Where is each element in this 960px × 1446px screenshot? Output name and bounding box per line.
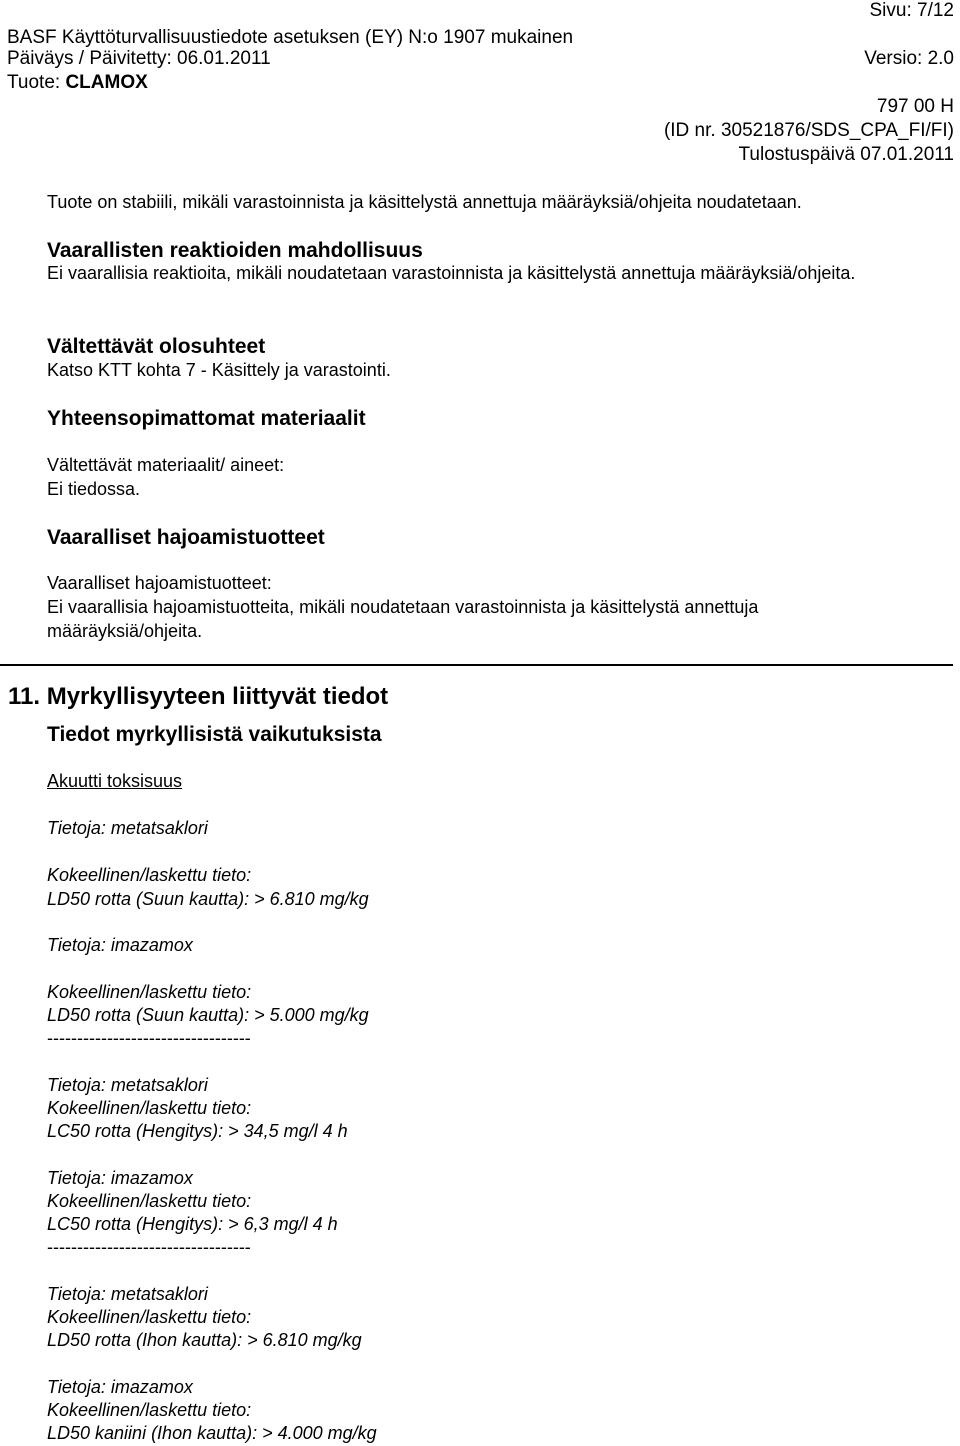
product-name: CLAMOX bbox=[65, 72, 148, 93]
acute-toxicity-label: Akuutti toksisuus bbox=[47, 771, 183, 791]
stability-text: Tuote on stabiili, mikäli varastoinnista ja käsittelystä annettuja määräyksiä/ohjeita noudatetaan. bbox=[47, 192, 802, 212]
entry-substance: Tietoja: metatsaklori bbox=[47, 1075, 208, 1095]
product-line bbox=[7, 73, 148, 92]
print-date: Tulostuspäivä 07.01.2011 bbox=[738, 144, 954, 165]
decomposition-text-1: Ei vaarallisia hajoamistuotteita, mikäli noudatetaan varastoinnista ja käsittelystä annettuja bbox=[47, 597, 759, 617]
entry-substance: Tietoja: imazamox bbox=[47, 935, 193, 955]
entry-value: LD50 rotta (Ihon kautta): > 6.810 mg/kg bbox=[47, 1330, 362, 1350]
entry-data-type: Kokeellinen/laskettu tieto: bbox=[47, 1098, 252, 1118]
date-line: Päiväys / Päivitetty: 06.01.2011 bbox=[7, 48, 271, 69]
reactions-text: Ei vaarallisia reaktioita, mikäli noudatetaan varastoinnista ja käsittelystä annettuja määräyksiä/ohjeita. bbox=[47, 263, 856, 283]
entry-data-type: Kokeellinen/laskettu tieto: bbox=[47, 982, 252, 1002]
conditions-heading: Vältettävät olosuhteet bbox=[47, 335, 266, 358]
entry-separator: ---------------------------------- bbox=[47, 1028, 251, 1048]
product-label: Tuote: bbox=[7, 72, 66, 93]
reactions-heading: Vaarallisten reaktioiden mahdollisuus bbox=[47, 239, 423, 262]
entry-substance: Tietoja: metatsaklori bbox=[47, 1284, 208, 1304]
decomposition-heading: Vaaralliset hajoamistuotteet bbox=[47, 526, 325, 549]
entry-substance: Tietoja: imazamox bbox=[47, 1377, 193, 1397]
entry-value: LD50 rotta (Suun kautta): > 6.810 mg/kg bbox=[47, 889, 369, 909]
entry-value: LD50 kaniini (Ihon kautta): > 4.000 mg/kg bbox=[47, 1423, 377, 1443]
page-number: Sivu: 7/12 bbox=[869, 0, 954, 21]
decomposition-text-2: määräyksiä/ohjeita. bbox=[47, 621, 203, 641]
incompatible-label: Vältettävät materiaalit/ aineet: bbox=[47, 455, 285, 475]
entry-value: LD50 rotta (Suun kautta): > 5.000 mg/kg bbox=[47, 1005, 369, 1025]
toxic-effects-subheading: Tiedot myrkyllisistä vaikutuksista bbox=[47, 723, 382, 746]
incompatible-text: Ei tiedossa. bbox=[47, 479, 141, 499]
entry-value: LC50 rotta (Hengitys): > 34,5 mg/l 4 h bbox=[47, 1121, 348, 1141]
incompatible-heading: Yhteensopimattomat materiaalit bbox=[47, 407, 366, 430]
version-line: Versio: 2.0 bbox=[864, 48, 954, 69]
product-code: 797 00 H bbox=[876, 96, 954, 117]
entry-substance: Tietoja: metatsaklori bbox=[47, 818, 208, 838]
entry-data-type: Kokeellinen/laskettu tieto: bbox=[47, 1307, 252, 1327]
entry-value: LC50 rotta (Hengitys): > 6,3 mg/l 4 h bbox=[47, 1214, 338, 1234]
entry-data-type: Kokeellinen/laskettu tieto: bbox=[47, 1191, 252, 1211]
entry-data-type: Kokeellinen/laskettu tieto: bbox=[47, 865, 252, 885]
section-divider bbox=[0, 664, 953, 666]
entry-data-type: Kokeellinen/laskettu tieto: bbox=[47, 1400, 252, 1420]
regulation-line: BASF Käyttöturvallisuustiedote asetuksen (EY) N:o 1907 mukainen bbox=[7, 27, 574, 48]
entry-separator: ---------------------------------- bbox=[47, 1237, 251, 1257]
decomposition-label: Vaaralliset hajoamistuotteet: bbox=[47, 573, 272, 593]
section-11-heading: 11. Myrkyllisyyteen liittyvät tiedot bbox=[8, 683, 389, 710]
entry-substance: Tietoja: imazamox bbox=[47, 1168, 193, 1188]
id-number: (ID nr. 30521876/SDS_CPA_FI/FI) bbox=[663, 120, 954, 141]
conditions-text: Katso KTT kohta 7 - Käsittely ja varastointi. bbox=[47, 360, 391, 380]
